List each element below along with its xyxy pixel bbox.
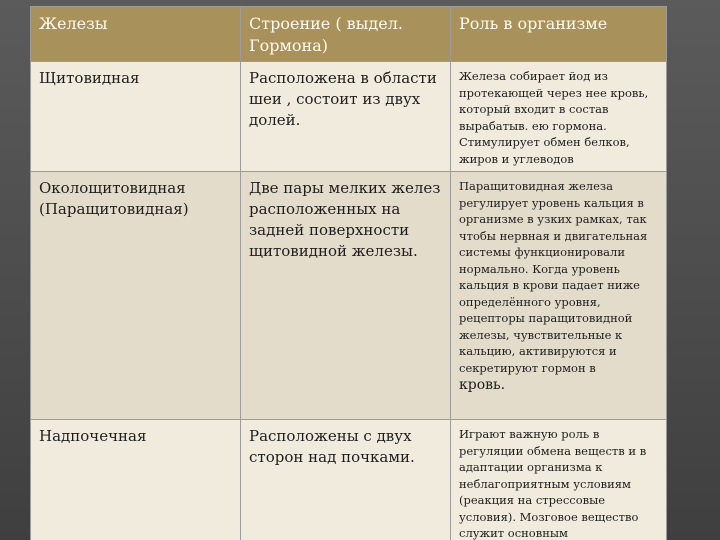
gland-role: Играют важную роль в регуляции обмена веществ и в адаптации организма к неблагоприятным условиям (реакция на стрессовые условия). Мозговое вещество служит основным [451,420,667,540]
gland-name: Надпочечная [31,420,241,540]
table-row [31,420,667,540]
gland-structure: Расположены с двух сторон над почками. [241,420,451,540]
table-header-row [31,7,667,62]
header-role: Роль в организме [451,7,667,62]
gland-structure: Две пары мелких желез расположенных на задней поверхности щитовидной железы. [241,172,451,420]
gland-name: Щитовидная [31,62,241,172]
header-structure: Строение ( выдел. Гормона) [241,7,451,62]
gland-role-tail: кровь. [459,377,506,393]
gland-name: Околощитовидная (Паращитовидная) [31,172,241,420]
gland-role-cell [451,172,667,420]
header-glands: Железы [31,7,241,62]
table-row [31,172,667,420]
gland-role: Железа собирает йод из протекающей через нее кровь, который входит в состав вырабатыв. ею гормона. Стимулирует обмен белков, жиров и углеводов [451,62,667,172]
gland-role: Паращитовидная железа регулирует уровень кальция в организме в узких рамках, так чтобы нервная и двигательная системы функционировали нормально. Когда уровень кальция в крови падает ниже определённого уровня, рецепторы паращитовидной железы, чувствительные к кальцию, активируются и секретируют гормон в [459,179,648,375]
slide-frame [30,6,706,540]
table-row [31,62,667,172]
glands-table [30,6,667,540]
gland-structure: Расположена в области шеи , состоит из двух долей. [241,62,451,172]
